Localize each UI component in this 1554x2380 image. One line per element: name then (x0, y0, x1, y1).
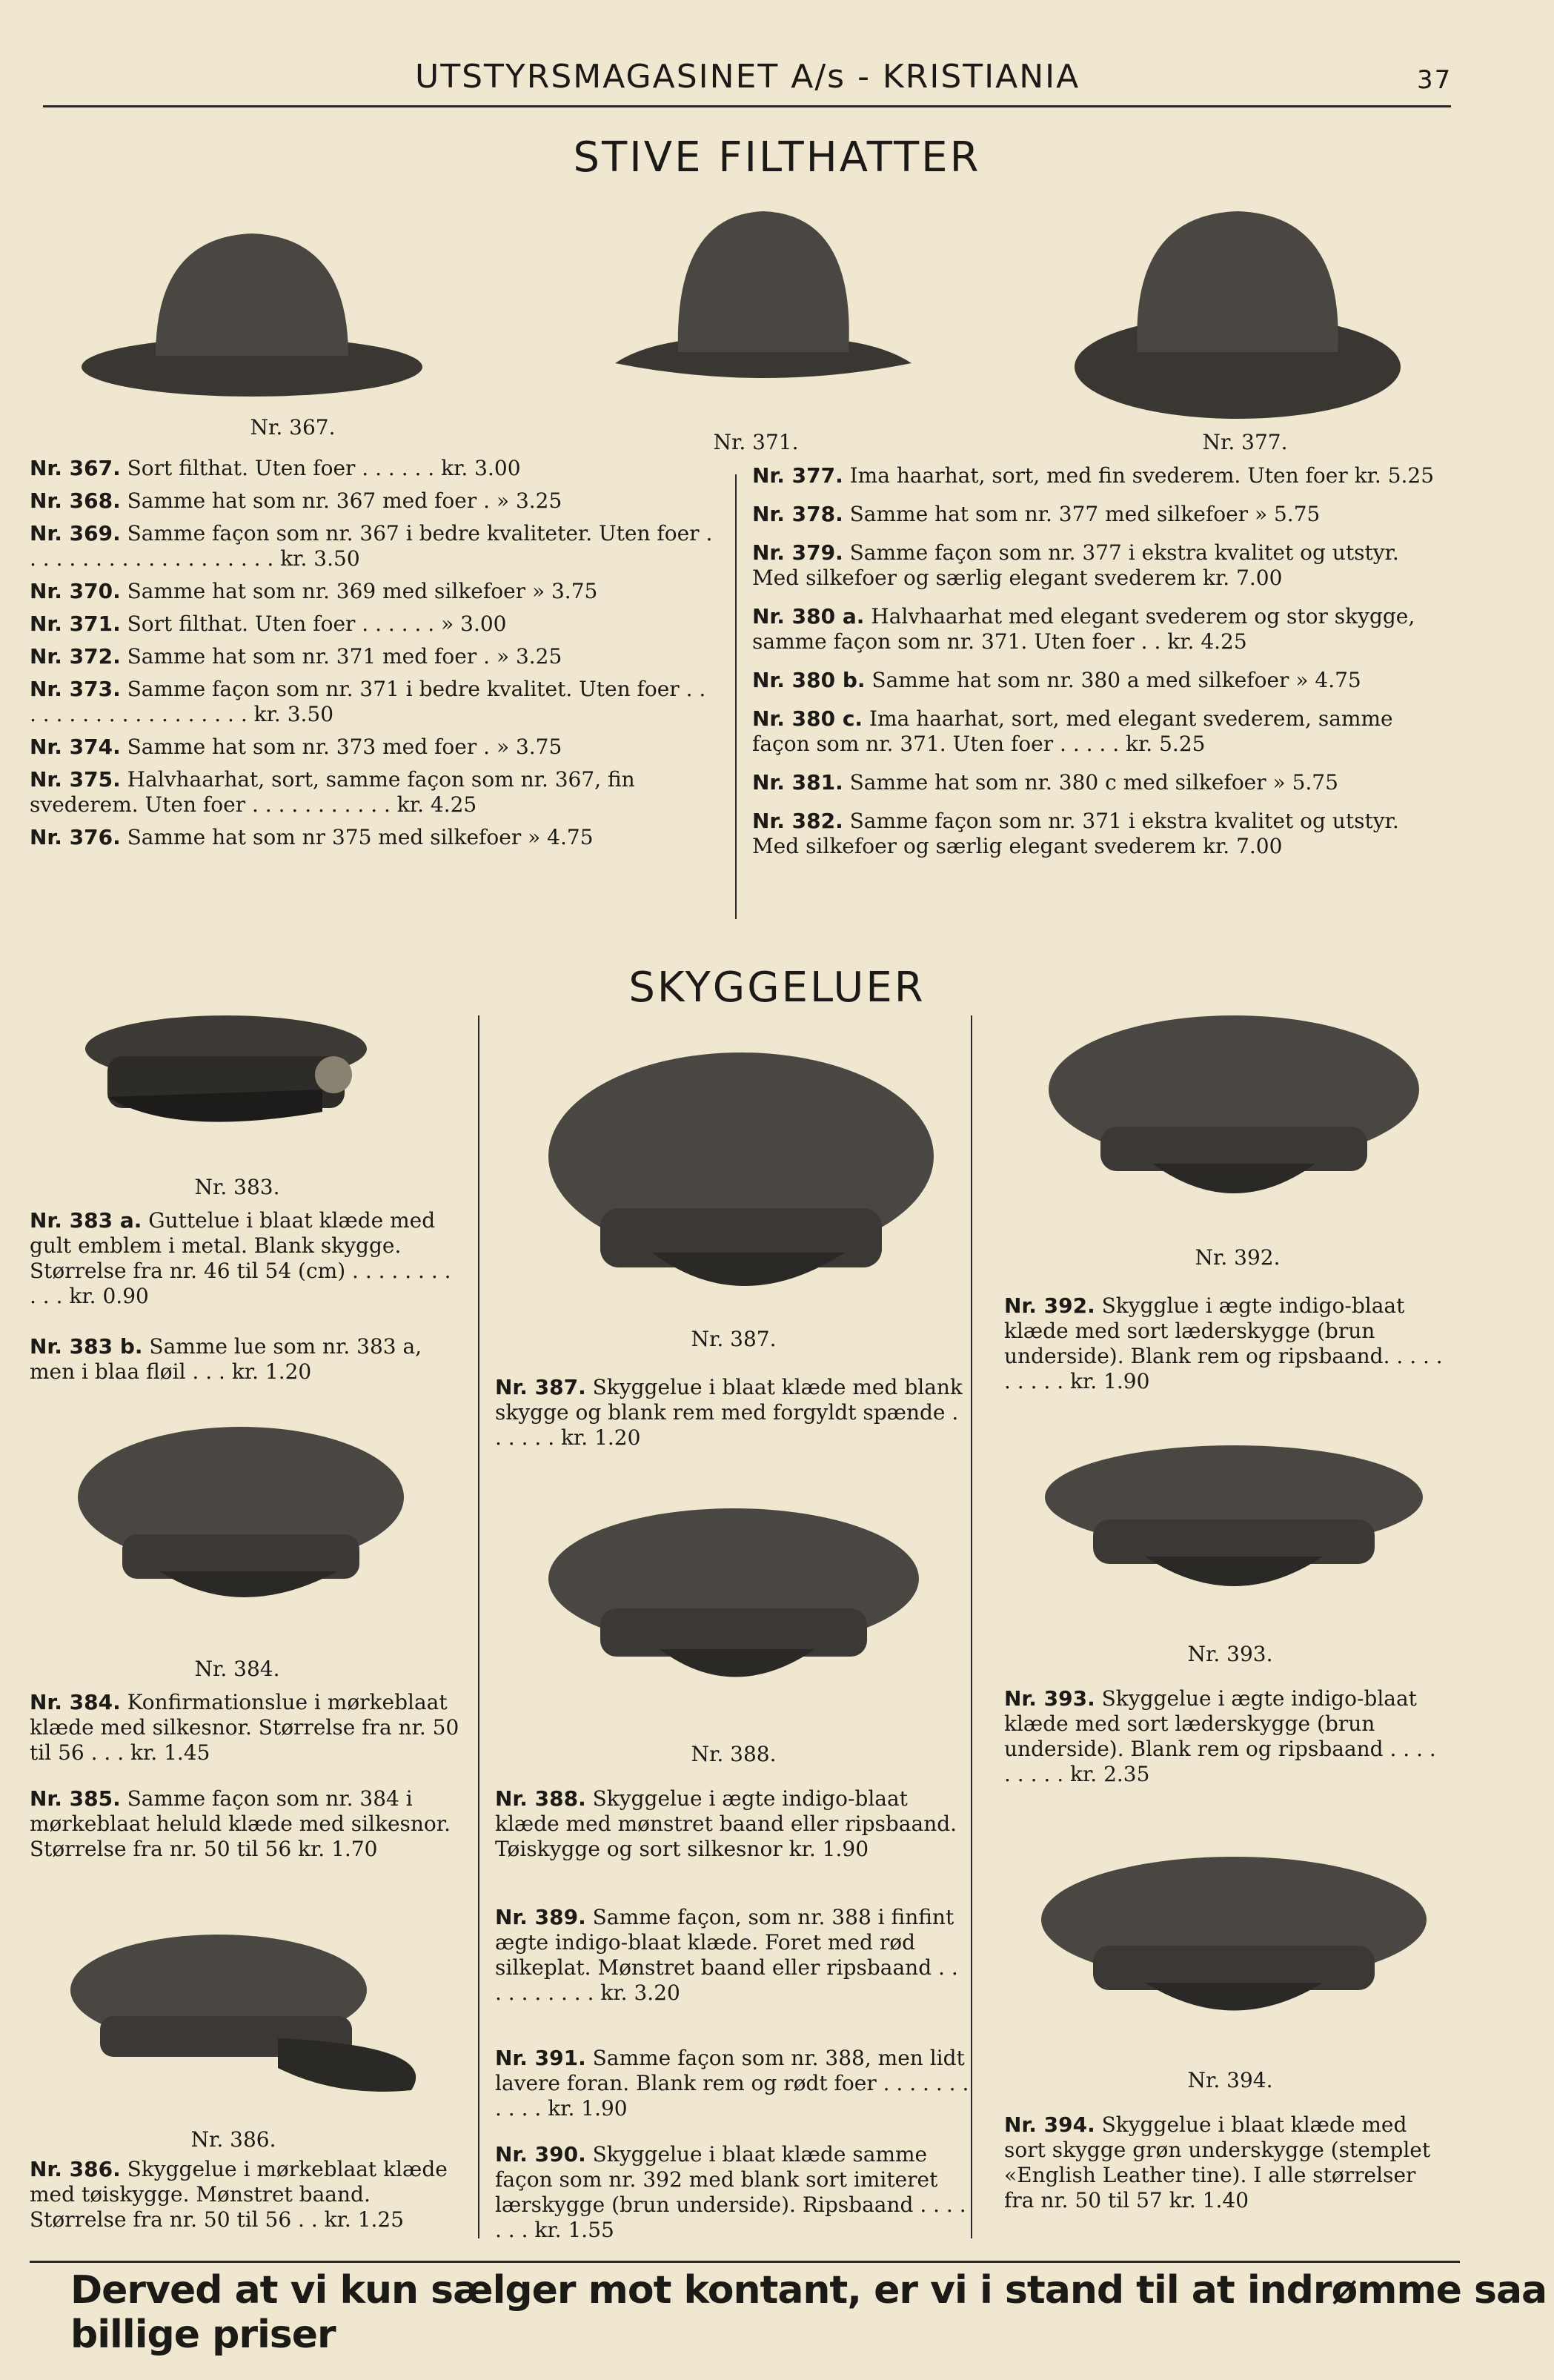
caption-383: Nr. 383. (194, 1175, 280, 1199)
list-item: Nr. 382. Samme façon som nr. 371 i ekstra kvalitet og utstyr. Med silkefoer og særlig elegant svederem kr. 7.00 (752, 809, 1399, 858)
list-item: Nr. 370. Samme hat som nr. 369 med silkefoer » 3.75 (30, 579, 598, 603)
caption-394: Nr. 394. (1187, 2068, 1273, 2092)
item-392: Nr. 392. Skygglue i ægte indigo-blaat klæde med sort læderskygge (brun underside). Blank rem og ripsbaand. . . . . . . . . . kr. 1.90 (1004, 1293, 1443, 1393)
page-number: 37 (1417, 65, 1452, 95)
list-item: Nr. 377. Ima haarhat, sort, med fin svederem. Uten foer kr. 5.25 (752, 463, 1435, 488)
caption-386: Nr. 386. (190, 2127, 276, 2152)
cap-image-386 (56, 1927, 434, 2105)
item-387: Nr. 387. Skyggelue i blaat klæde med blank skygge og blank rem med forgyldt spænde . . . . . . kr. 1.20 (495, 1375, 963, 1450)
list-item: Nr. 371. Sort filthat. Uten foer . . . . . . » 3.00 (30, 611, 507, 636)
list-item: Nr. 369. Samme façon som nr. 367 i bedre kvaliteter. Uten foer . . . . . . . . . . . . . . . . . . . . kr. 3.50 (30, 521, 713, 571)
item-390: Nr. 390. Skyggelue i blaat klæde samme façon som nr. 392 med blank sort imiteret lærskygge (brun underside). Ripsbaand . . . . . . . kr. 1.55 (495, 2142, 966, 2242)
page-header-title: UTSTYRSMAGASINET A/s - KRISTIANIA (415, 58, 1080, 96)
cap-image-387 (534, 1045, 949, 1319)
list-item: Nr. 373. Samme façon som nr. 371 i bedre kvalitet. Uten foer . . . . . . . . . . . . . . . . . . . kr. 3.50 (30, 677, 706, 726)
caption-393: Nr. 393. (1187, 1642, 1273, 1666)
list-item: Nr. 380 b. Samme hat som nr. 380 a med silkefoer » 4.75 (752, 668, 1361, 692)
section-title-stive-filthatter: STIVE FILTHATTER (573, 133, 981, 182)
hat-image-367 (74, 208, 430, 400)
list-item: Nr. 368. Samme hat som nr. 367 med foer . » 3.25 (30, 488, 562, 513)
footer-slogan: Derved at vi kun sælger mot kontant, er vi i stand til at indrømme saa billige priser (70, 2268, 1547, 2357)
list-item: Nr. 376. Samme hat som nr 375 med silkefoer » 4.75 (30, 825, 594, 849)
list-item: Nr. 378. Samme hat som nr. 377 med silkefoer » 5.75 (752, 502, 1321, 526)
item-389: Nr. 389. Samme façon, som nr. 388 i finfint ægte indigo-blaat klæde. Foret med rød silkeplat. Mønstret baand eller ripsbaand . . . . . . . . . . kr. 3.20 (495, 1905, 958, 2005)
price-list-right (752, 463, 1445, 872)
list-item: Nr. 375. Halvhaarhat, sort, samme façon som nr. 367, fin svederem. Uten foer . . . . . . . . . . . kr. 4.25 (30, 767, 635, 817)
item-388: Nr. 388. Skyggelue i ægte indigo-blaat klæde med mønstret baand eller ripsbaand. Tøiskygge og sort silkesnor kr. 1.90 (495, 1786, 957, 1861)
caption-388: Nr. 388. (691, 1742, 777, 1766)
cap-image-383 (78, 1008, 389, 1149)
list-item: Nr. 374. Samme hat som nr. 373 med foer . » 3.75 (30, 735, 562, 759)
caption-371: Nr. 371. (713, 430, 799, 454)
list-item: Nr. 379. Samme façon som nr. 377 i ekstra kvalitet og utstyr. Med silkefoer og særlig elegant svederem kr. 7.00 (752, 540, 1399, 590)
item-383b: Nr. 383 b. Samme lue som nr. 383 a, men i blaa fløil . . . kr. 1.20 (30, 1334, 422, 1384)
caption-392: Nr. 392. (1195, 1245, 1281, 1270)
item-385: Nr. 385. Samme façon som nr. 384 i mørkeblaat heluld klæde med silkesnor. Størrelse fra nr. 50 til 56 kr. 1.70 (30, 1786, 451, 1861)
cap-image-394 (1026, 1849, 1441, 2042)
item-386: Nr. 386. Skyggelue i mørkeblaat klæde med tøiskygge. Mønstret baand. Størrelse fra nr. 50 til 56 . . kr. 1.25 (30, 2157, 448, 2232)
caption-367: Nr. 367. (250, 415, 336, 440)
column-divider (478, 1015, 479, 2238)
cap-image-388 (534, 1505, 934, 1705)
column-divider (735, 474, 737, 919)
list-item: Nr. 380 c. Ima haarhat, sort, med elegant svederem, samme façon som nr. 371. Uten foer . . . . . kr. 5.25 (752, 706, 1393, 756)
column-divider (971, 1015, 972, 2238)
caption-384: Nr. 384. (194, 1657, 280, 1681)
header-rule (43, 105, 1451, 107)
item-394: Nr. 394. Skyggelue i blaat klæde med sort skygge grøn underskygge (stemplet «English Leather tine). I alle størrelser fra nr. 50 til 57 kr. 1.40 (1004, 2112, 1431, 2212)
item-384: Nr. 384. Konfirmationslue i mørkeblaat klæde med silkesnor. Størrelse fra nr. 50 til 56 . . . kr. 1.45 (30, 1690, 459, 1765)
cap-image-384 (70, 1423, 419, 1631)
caption-377: Nr. 377. (1202, 430, 1288, 454)
item-383a: Nr. 383 a. Guttelue i blaat klæde med gult emblem i metal. Blank skygge. Størrelse fra nr. 46 til 54 (cm) . . . . . . . . . . . kr. 0.90 (30, 1208, 451, 1308)
hat-image-377 (1067, 193, 1408, 422)
hat-image-371 (608, 196, 919, 404)
list-item: Nr. 381. Samme hat som nr. 380 c med silkefoer » 5.75 (752, 770, 1338, 795)
cap-image-392 (1034, 1008, 1441, 1230)
section-title-skyggeluer: SKYGGELUER (628, 964, 926, 1012)
price-list-left (30, 456, 719, 858)
list-item: Nr. 372. Samme hat som nr. 371 med foer . » 3.25 (30, 644, 562, 669)
list-item: Nr. 380 a. Halvhaarhat med elegant svederem og stor skygge, samme façon som nr. 371. Uten foer . . kr. 4.25 (752, 604, 1415, 654)
list-item: Nr. 367. Sort filthat. Uten foer . . . . . . kr. 3.00 (30, 456, 521, 480)
cap-image-393 (1034, 1438, 1441, 1623)
caption-387: Nr. 387. (691, 1327, 777, 1351)
footer-rule (30, 2261, 1460, 2263)
item-391: Nr. 391. Samme façon som nr. 388, men lidt lavere foran. Blank rem og rødt foer . . . . . . . . . . . kr. 1.90 (495, 2046, 969, 2121)
item-393: Nr. 393. Skyggelue i ægte indigo-blaat klæde med sort læderskygge (brun underside). Blank rem og ripsbaand . . . . . . . . . kr. 2.35 (1004, 1686, 1436, 1786)
